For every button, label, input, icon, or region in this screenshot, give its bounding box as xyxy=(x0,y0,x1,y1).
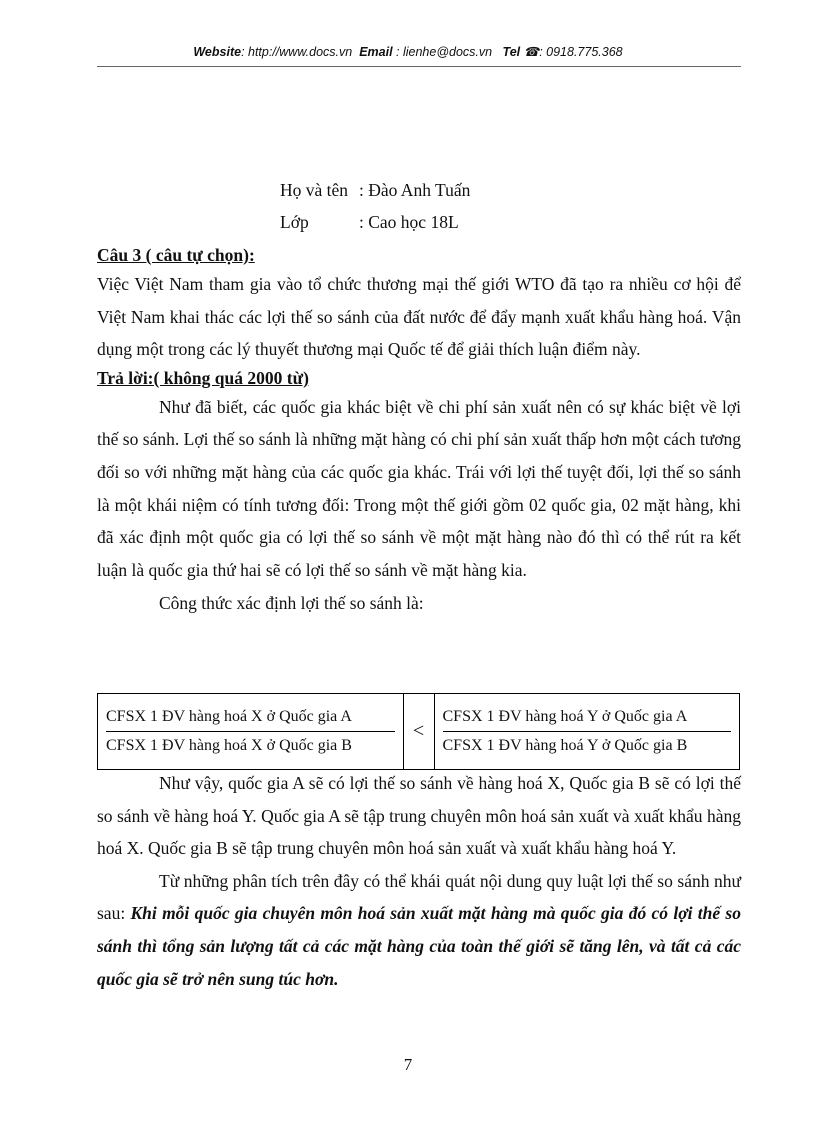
main-content xyxy=(97,243,741,620)
email-label: Email xyxy=(359,45,393,59)
right-numerator: CFSX 1 ĐV hàng hoá Y ở Quốc gia A xyxy=(442,708,688,725)
right-fraction xyxy=(435,694,740,769)
student-class-line xyxy=(280,212,459,233)
page-header xyxy=(0,44,816,59)
tel-value: : 0918.775.368 xyxy=(539,45,623,59)
question-heading: Câu 3 ( câu tự chọn): xyxy=(97,245,255,265)
name-label: Họ và tên xyxy=(280,180,349,200)
law-statement-emphasis: Khi mỗi quốc gia chuyên môn hoá sản xuất mặt hàng mà quốc gia đó có lợi thế so sánh thì tổng sản lượng tất cả các mặt hàng của toàn thế giới sẽ tăng lên, và tất cả các quốc gia sẽ trở nên sung túc hơn. xyxy=(97,903,741,989)
class-value: : Cao học 18L xyxy=(359,212,459,232)
email-value: : lienhe@docs.vn xyxy=(396,45,493,59)
after-formula-content xyxy=(97,767,741,995)
answer-paragraph-2: Như vậy, quốc gia A sẽ có lợi thế so sánh về hàng hoá X, Quốc gia B sẽ có lợi thế so sánh về hàng hoá Y. Quốc gia A sẽ tập trung chuyên môn hoá sản xuất và xuất khẩu hàng hoá X. Quốc gia B sẽ tập trung chuyên môn hoá sản xuất và xuất khẩu hàng hoá Y. xyxy=(97,773,741,859)
name-value: : Đào Anh Tuấn xyxy=(359,180,471,200)
comparative-advantage-formula xyxy=(97,693,740,770)
website-label: Website xyxy=(193,45,242,59)
left-fraction-bar xyxy=(106,731,395,732)
left-denominator: CFSX 1 ĐV hàng hoá X ở Quốc gia B xyxy=(106,737,352,754)
phone-icon: ☎ xyxy=(523,45,540,59)
less-than-operator: < xyxy=(403,694,435,769)
class-label: Lớp xyxy=(280,212,309,232)
header-divider xyxy=(97,66,741,67)
formula-caption: Công thức xác định lợi thế so sánh là: xyxy=(159,593,424,614)
left-fraction xyxy=(98,694,403,769)
website-value: : http://www.docs.vn xyxy=(241,45,353,59)
tel-label: Tel xyxy=(502,45,521,59)
answer-heading: Trả lời:( không quá 2000 từ) xyxy=(97,367,309,388)
right-fraction-bar xyxy=(443,731,732,732)
right-denominator: CFSX 1 ĐV hàng hoá Y ở Quốc gia B xyxy=(442,737,688,754)
left-numerator: CFSX 1 ĐV hàng hoá X ở Quốc gia A xyxy=(106,708,352,725)
student-name-line xyxy=(280,180,470,201)
answer-paragraph-3 xyxy=(97,865,741,995)
page-number: 7 xyxy=(403,1055,413,1074)
answer-paragraph-3-plain: Từ những phân tích trên đây có thể khái quát nội dung quy luật lợi thế so sánh như sau: xyxy=(97,870,741,924)
answer-paragraph-1: Như đã biết, các quốc gia khác biệt về chi phí sản xuất nên có sự khác biệt về lợi thế so sánh. Lợi thế so sánh là những mặt hàng có chi phí sản xuất thấp hơn một cách tương đối so với những mặt hàng của các quốc gia khác. Trái với lợi thế tuyệt đối, lợi thế so sánh là một khái niệm có tính tương đối: Trong một thế giới gồm 02 quốc gia, 02 mặt hàng, khi đã xác định một quốc gia có lợi thế so sánh về một mặt hàng nào đó thì có thể rút ra kết luận là quốc gia thứ hai sẽ có lợi thế so sánh về mặt hàng kia. xyxy=(97,396,741,580)
question-text: Việc Việt Nam tham gia vào tổ chức thương mại thế giới WTO đã tạo ra nhiều cơ hội để Việt Nam khai thác các lợi thế so sánh của đất nước để đẩy mạnh xuất khẩu hàng hoá. Vận dụng một trong các lý thuyết thương mại Quốc tế để giải thích luận điểm này. xyxy=(97,274,741,360)
